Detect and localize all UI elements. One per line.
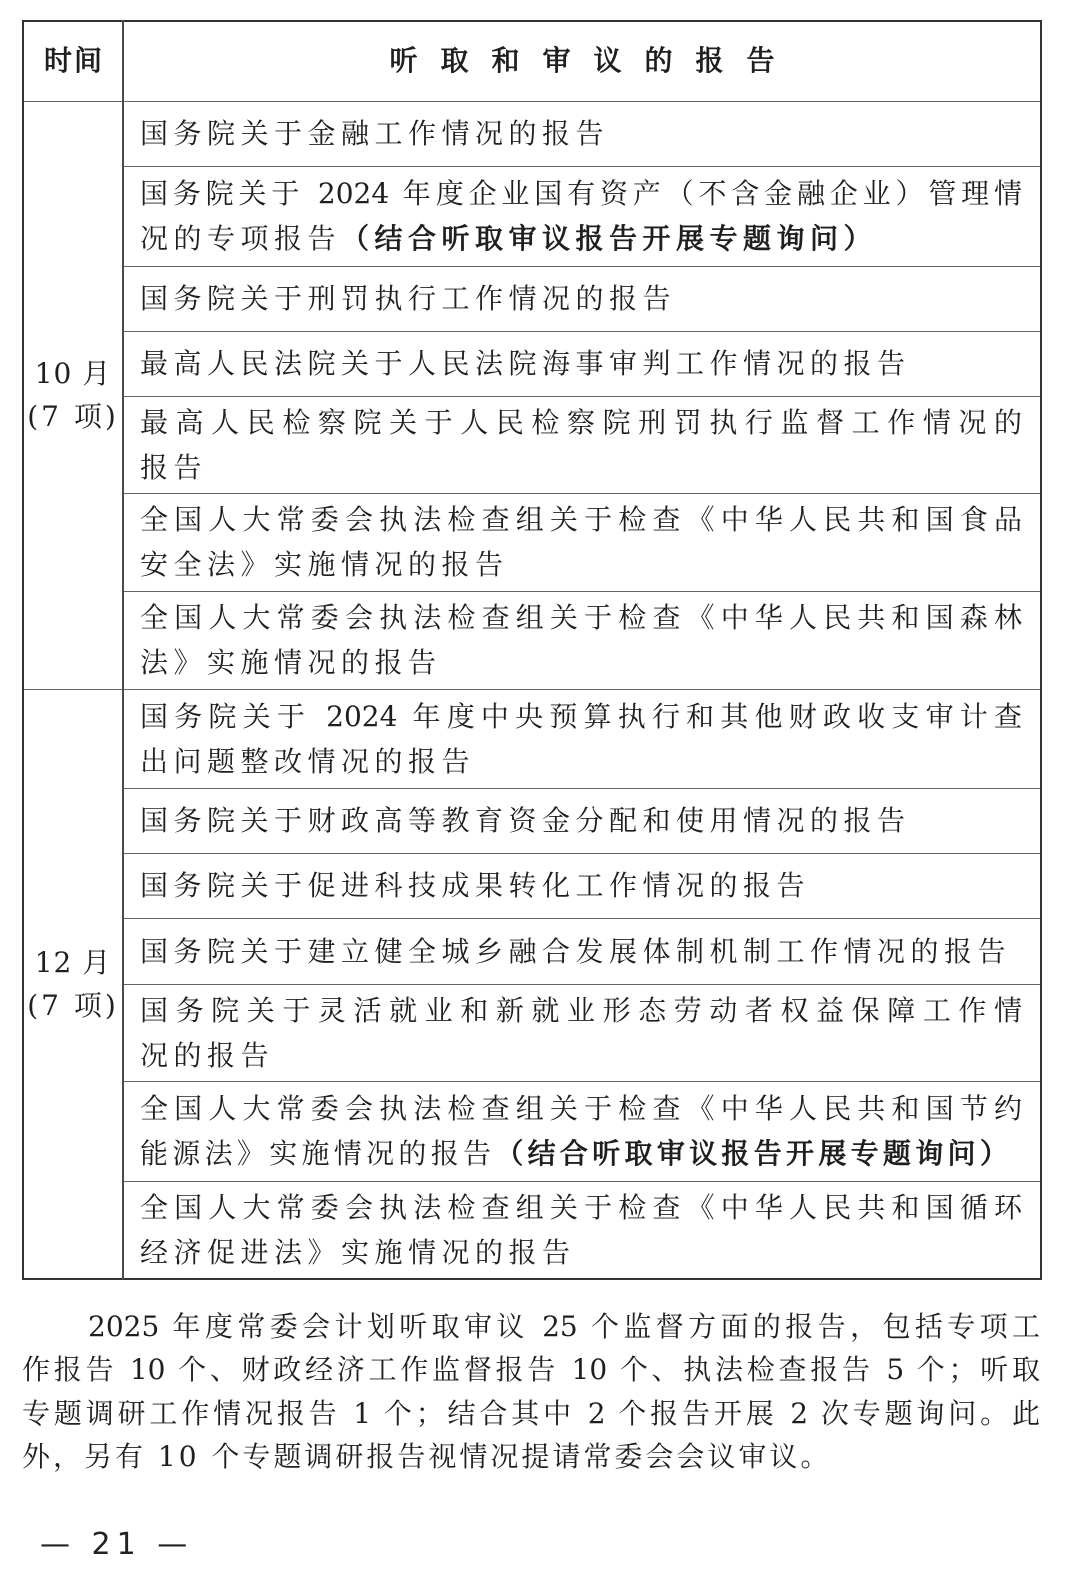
summary-line: 专题调研工作情况报告 1 个；结合其中 2 个报告开展 2 次专题询问。此: [22, 1396, 1040, 1430]
table-row: [23, 591, 1041, 689]
report-line: 国务院关于刑罚执行工作情况的报告: [140, 282, 677, 315]
table-row: [23, 396, 1041, 493]
report-line: 经济促进法》实施情况的报告: [140, 1235, 576, 1269]
table-row: [23, 1181, 1041, 1279]
inquiry-note: （结合听取审议报告开展专题询问）: [341, 222, 878, 255]
report-line: [140, 216, 1022, 261]
time-month: 12 月: [34, 945, 112, 979]
report-line: 国务院关于金融工作情况的报告: [140, 117, 610, 150]
page-number: — 21 —: [40, 1527, 194, 1562]
time-column-header: 时间: [23, 21, 123, 101]
report-line: 出问题整改情况的报告: [140, 744, 476, 778]
report-line: 全国人大常委会执法检查组关于检查《中华人民共和国食品: [140, 503, 1022, 536]
table-row: [23, 788, 1041, 853]
report-line: 全国人大常委会执法检查组关于检查《中华人民共和国森林: [140, 601, 1022, 634]
time-cell-october: [23, 101, 123, 689]
report-schedule-table: [22, 20, 1042, 1280]
table-row: [23, 853, 1041, 918]
report-line: 最高人民检察院关于人民检察院刑罚执行监督工作情况的: [140, 405, 1022, 439]
report-item: [123, 396, 1041, 493]
summary-line: 作报告 10 个、财政经济工作监督报告 10 个、执法检查报告 5 个；听取: [22, 1353, 1040, 1387]
report-line: [140, 1131, 1022, 1176]
report-line: 报告: [140, 450, 208, 484]
table-header-row: [23, 21, 1041, 101]
report-item: [123, 984, 1041, 1081]
table-row: [23, 1081, 1041, 1181]
table-row: [23, 689, 1041, 788]
report-line: 法》实施情况的报告: [140, 646, 442, 679]
report-item: [123, 166, 1041, 266]
report-line: 国务院关于 2024 年度企业国有资产（不含金融企业）管理情: [140, 177, 1022, 210]
report-item: [123, 591, 1041, 689]
report-line: 国务院关于促进科技成果转化工作情况的报告: [140, 869, 811, 902]
summary-line: 外，另有 10 个专题调研报告视情况提请常委会会议审议。: [22, 1439, 832, 1473]
time-count: (7 项): [27, 400, 119, 433]
report-line: 全国人大常委会执法检查组关于检查《中华人民共和国循环: [140, 1190, 1022, 1224]
table-row: [23, 266, 1041, 331]
table-row: [23, 493, 1041, 591]
table-row: [23, 918, 1041, 984]
table-row: [23, 101, 1041, 166]
report-line-text: 况的专项报告: [140, 222, 342, 255]
report-line: 况的报告: [140, 1038, 275, 1072]
summary-paragraph: [22, 1305, 1040, 1478]
table-row: [23, 984, 1041, 1081]
report-item: [123, 1181, 1041, 1279]
report-item: [123, 1081, 1041, 1181]
report-line: 国务院关于建立健全城乡融合发展体制机制工作情况的报告: [140, 934, 1012, 968]
table-row: [23, 331, 1041, 396]
report-line: 全国人大常委会执法检查组关于检查《中华人民共和国节约: [140, 1092, 1022, 1125]
report-item: [123, 266, 1041, 331]
inquiry-note: （结合听取审议报告开展专题询问）: [495, 1137, 1013, 1170]
report-line: 国务院关于 2024 年度中央预算执行和其他财政收支审计查: [140, 699, 1022, 733]
report-item: [123, 689, 1041, 788]
time-count: (7 项): [27, 988, 119, 1022]
time-cell-december: [23, 689, 123, 1279]
report-line-text: 能源法》实施情况的报告: [140, 1137, 496, 1170]
report-line: 最高人民法院关于人民法院海事审判工作情况的报告: [140, 347, 911, 380]
table-row: [23, 166, 1041, 266]
report-line: 国务院关于财政高等教育资金分配和使用情况的报告: [140, 804, 911, 837]
report-line: 国务院关于灵活就业和新就业形态劳动者权益保障工作情: [140, 993, 1022, 1027]
time-month: 10 月: [34, 357, 112, 390]
report-item: [123, 853, 1041, 918]
reports-column-header: 听取和审议的报告: [123, 21, 1041, 101]
report-item: [123, 493, 1041, 591]
report-item: [123, 331, 1041, 396]
report-item: [123, 101, 1041, 166]
report-line: 安全法》实施情况的报告: [140, 548, 509, 581]
summary-line: 2025 年度常委会计划听取审议 25 个监督方面的报告，包括专项工: [88, 1310, 1040, 1343]
report-item: [123, 788, 1041, 853]
report-item: [123, 918, 1041, 984]
